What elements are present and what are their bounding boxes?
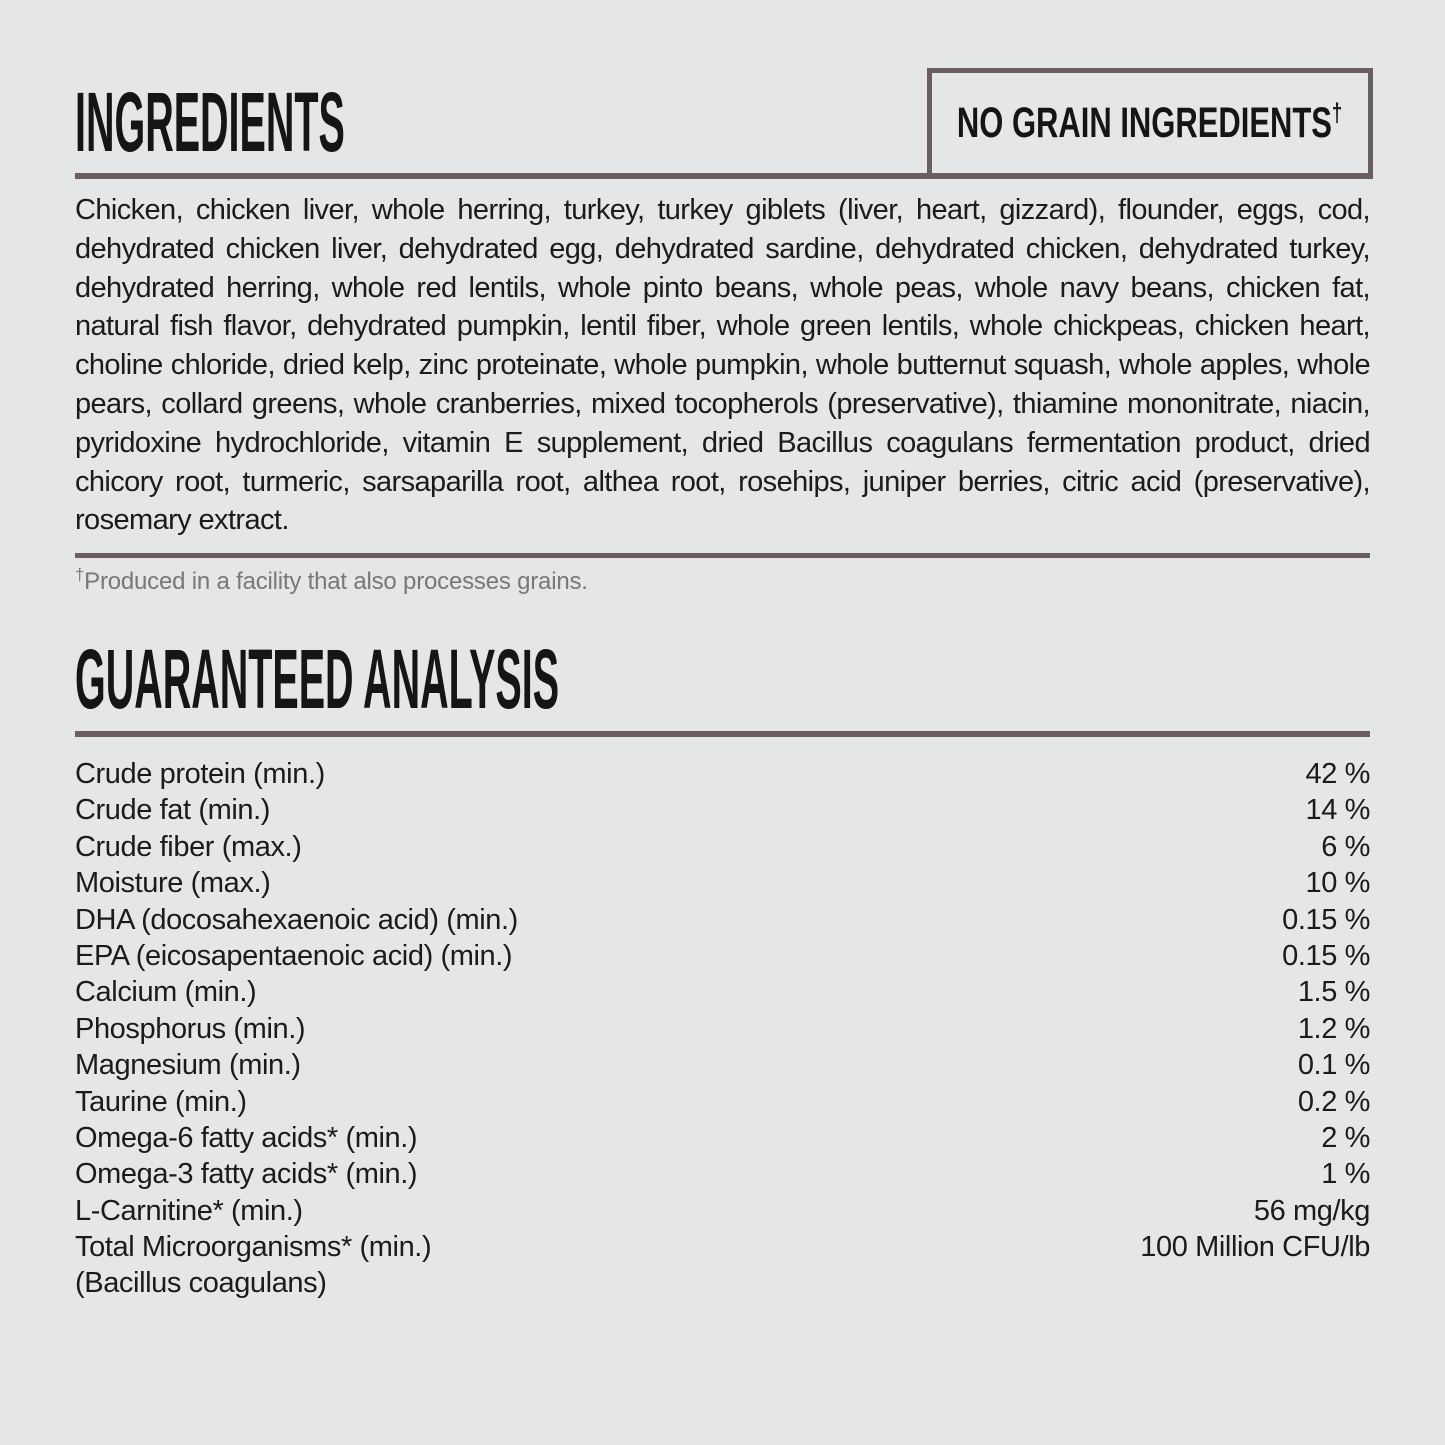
analysis-row-label: Taurine (min.)	[75, 1085, 247, 1118]
analysis-row-label: DHA (docosahexaenoic acid) (min.)	[75, 903, 518, 936]
analysis-row-label: Crude fiber (max.)	[75, 830, 302, 863]
analysis-row-value: 56 mg/kg	[1253, 1194, 1370, 1227]
analysis-row	[75, 865, 1370, 901]
analysis-row-value: 42 %	[1305, 758, 1370, 790]
analysis-row-value: 1 %	[1321, 1158, 1370, 1191]
analysis-row-label: Total Microorganisms* (min.)	[75, 1231, 432, 1264]
analysis-row	[75, 902, 1370, 938]
footnote-divider	[75, 553, 1370, 558]
analysis-row	[75, 1011, 1370, 1047]
ingredients-title	[75, 75, 649, 169]
ingredients-title-text: INGREDIENTS	[75, 75, 345, 169]
no-grain-badge-label: NO GRAIN INGREDIENTS	[957, 99, 1333, 147]
analysis-row-label: Omega-6 fatty acids* (min.)	[75, 1121, 418, 1154]
analysis-row	[75, 792, 1370, 828]
analysis-row	[75, 1193, 1370, 1229]
analysis-row-value: 2 %	[1321, 1121, 1370, 1154]
guaranteed-analysis-divider	[75, 731, 1370, 737]
analysis-row-label: Moisture (max.)	[75, 867, 271, 900]
analysis-row-value: 10 %	[1305, 867, 1370, 900]
guaranteed-analysis-title	[75, 632, 1105, 726]
analysis-row	[75, 1084, 1370, 1120]
analysis-row-value: 14 %	[1305, 794, 1370, 827]
analysis-row-label: Crude protein (min.)	[75, 758, 325, 790]
analysis-row-value: 0.2 %	[1297, 1085, 1370, 1118]
analysis-row-label: Phosphorus (min.)	[75, 1012, 306, 1045]
no-grain-badge-text	[957, 99, 1343, 147]
analysis-row-value: 1.2 %	[1297, 1012, 1370, 1045]
analysis-row-label: Calcium (min.)	[75, 976, 257, 1009]
analysis-row	[75, 1120, 1370, 1156]
analysis-table	[75, 756, 1370, 1302]
analysis-row	[75, 756, 1370, 792]
analysis-row-label: Crude fat (min.)	[75, 794, 271, 827]
analysis-row	[75, 1229, 1370, 1265]
analysis-row-value: 1.5 %	[1297, 976, 1370, 1009]
analysis-row	[75, 829, 1370, 865]
analysis-row-value: 0.15 %	[1282, 939, 1370, 972]
analysis-row	[75, 1265, 1370, 1301]
ingredients-text: Chicken, chicken liver, whole herring, turkey, turkey giblets (liver, heart, gizzard), flounder, eggs, cod, dehydrated chicken liver, dehydrated egg, dehydrated sardine, dehydrated chicken, dehydrated turkey, dehydrated herring, whole red lentils, whole pinto beans, whole peas, whole navy beans, chicken fat, natural fish flavor, dehydrated pumpkin, lentil fiber, whole green lentils, whole chickpeas, chicken heart, choline chloride, dried kelp, zinc proteinate, whole pumpkin, whole butternut squash, whole apples, whole pears, collard greens, whole cranberries, mixed tocopherols (preservative), thiamine mononitrate, niacin, pyridoxine hydrochloride, vitamin E supplement, dried Bacillus coagulans fermentation product, dried chicory root, turmeric, sarsaparilla root, althea root, rosehips, juniper berries, citric acid (preservative), rosemary extract.	[75, 194, 1370, 537]
no-grain-badge	[927, 68, 1373, 179]
analysis-row-label: Magnesium (min.)	[75, 1049, 301, 1082]
analysis-row-value: 100 Million CFU/lb	[1140, 1231, 1370, 1264]
footnote-dagger-mark: †	[75, 565, 85, 584]
analysis-row	[75, 1047, 1370, 1083]
analysis-row	[75, 1156, 1370, 1192]
guaranteed-analysis-title-text: GUARANTEED ANALYSIS	[75, 632, 560, 726]
analysis-row-value: 0.1 %	[1297, 1049, 1370, 1082]
analysis-row-value: 6 %	[1321, 830, 1370, 863]
analysis-row-label: L-Carnitine* (min.)	[75, 1194, 303, 1227]
grain-facility-footnote	[75, 567, 588, 597]
analysis-row-label: EPA (eicosapentaenoic acid) (min.)	[75, 939, 513, 972]
analysis-row-label: Omega-3 fatty acids* (min.)	[75, 1158, 418, 1191]
analysis-row-label: (Bacillus coagulans)	[75, 1267, 327, 1300]
footnote-text: Produced in a facility that also processes grains.	[84, 568, 588, 595]
ingredients-divider	[75, 173, 1370, 179]
analysis-row	[75, 938, 1370, 974]
analysis-row	[75, 974, 1370, 1010]
dagger-mark: †	[1332, 99, 1343, 128]
analysis-row-value: 0.15 %	[1282, 903, 1370, 936]
